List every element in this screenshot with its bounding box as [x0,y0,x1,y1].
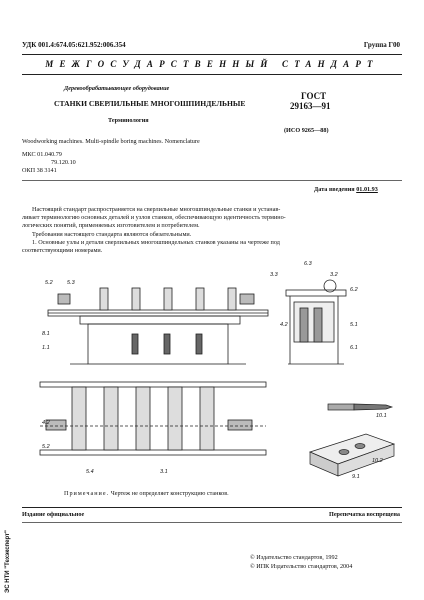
udk-code: УДК 001.4:674.05:621.952:006.354 [22,41,126,49]
group-code: Группа Г00 [363,41,400,49]
side-stamp: ЭС НТИ "Техэксперт" [5,530,11,593]
label-3-1: 3.1 [160,469,168,475]
note-text: Чертеж не определяет конструкцию станков. [109,490,229,497]
reprint-prohibited: Перепечатка воспрещена [329,511,400,518]
label-5-2b: 5.2 [42,444,50,450]
label-6-1: 6.1 [350,345,358,351]
label-6-2: 6.2 [350,287,358,293]
label-8-1: 8.1 [42,331,50,337]
official-edition: Издание официальное [22,511,85,518]
label-6-3: 6.3 [304,261,312,267]
gost-number: 29163—91 [290,101,331,111]
label-10-2: 10.2 [372,458,383,464]
intro-date-label: Дата введения [314,186,355,193]
iso-number: (ИСО 9265—88) [284,127,329,134]
banner-rule [22,74,402,75]
mks-code-2: 79.120.10 [51,159,76,166]
paragraph-3b: соответствующими номерами. [22,247,103,255]
footer-rule-2 [22,522,402,523]
footer-rule [22,507,402,508]
okp-code: ОКП 38 3141 [22,167,57,174]
body-text [22,206,404,255]
standard-subtitle: Терминология [108,117,149,124]
label-5-3: 5.3 [67,280,75,286]
label-5-2: 5.2 [45,280,53,286]
copyright-1992: © Издательство стандартов, 1992 [250,554,338,561]
paragraph-1c: логических понятий, применяемых изготовителем и потребителем. [22,222,200,230]
paragraph-3a: 1. Основные узлы и детали сверлильных многошпиндельных станков указаны на чертеже под [32,238,280,246]
label-3-2: 3.2 [330,272,338,278]
label-4-2a: 4.2 [280,322,288,328]
paragraph-2: Требования настоящего стандарта являются обязательными. [32,230,192,238]
note-label: Примечание. [64,490,110,497]
plan-view-drawing [38,376,268,472]
workpiece-drawing [306,430,398,480]
subject: Деревообрабатывающее оборудование [64,85,170,92]
gost-code: ГОСТ [301,91,327,101]
drawing-note [64,490,229,498]
label-1-1: 1.1 [42,345,50,351]
label-5-1: 5.1 [350,322,358,328]
paragraph-1a: Настоящий стандарт распространяется на сверлильные многошпиндельные станки и устанав- [32,206,281,213]
mks-code: МКС 01.040.79 [22,151,62,158]
intro-date [314,186,378,194]
label-4-2b: 4.2 [42,420,50,426]
english-title: Woodworking machines. Multi-spindle boring machines. Nomenclature [22,138,200,145]
standard-title: СТАНКИ СВЕРЛИЛЬНЫЕ МНОГОШПИНДЕЛЬНЫЕ [54,99,246,108]
label-3-3: 3.3 [270,272,278,278]
copyright-2004: © ИПК Издательство стандартов, 2004 [250,563,353,570]
label-9-1: 9.1 [352,474,360,480]
banner: МЕЖГОСУДАРСТВЕННЫЙ СТАНДАРТ [45,59,379,69]
top-rule [22,54,402,55]
paragraph-1b: ливает терминологию основных деталей и узлов станков, обеспечивающую идентичность термино- [22,214,286,222]
side-view-drawing [280,268,370,368]
label-5-4: 5.4 [86,469,94,475]
front-view-drawing [40,278,272,370]
intro-date-value: 01.01.93 [356,186,378,193]
label-10-1: 10.1 [376,413,387,419]
codes-rule [22,180,402,181]
